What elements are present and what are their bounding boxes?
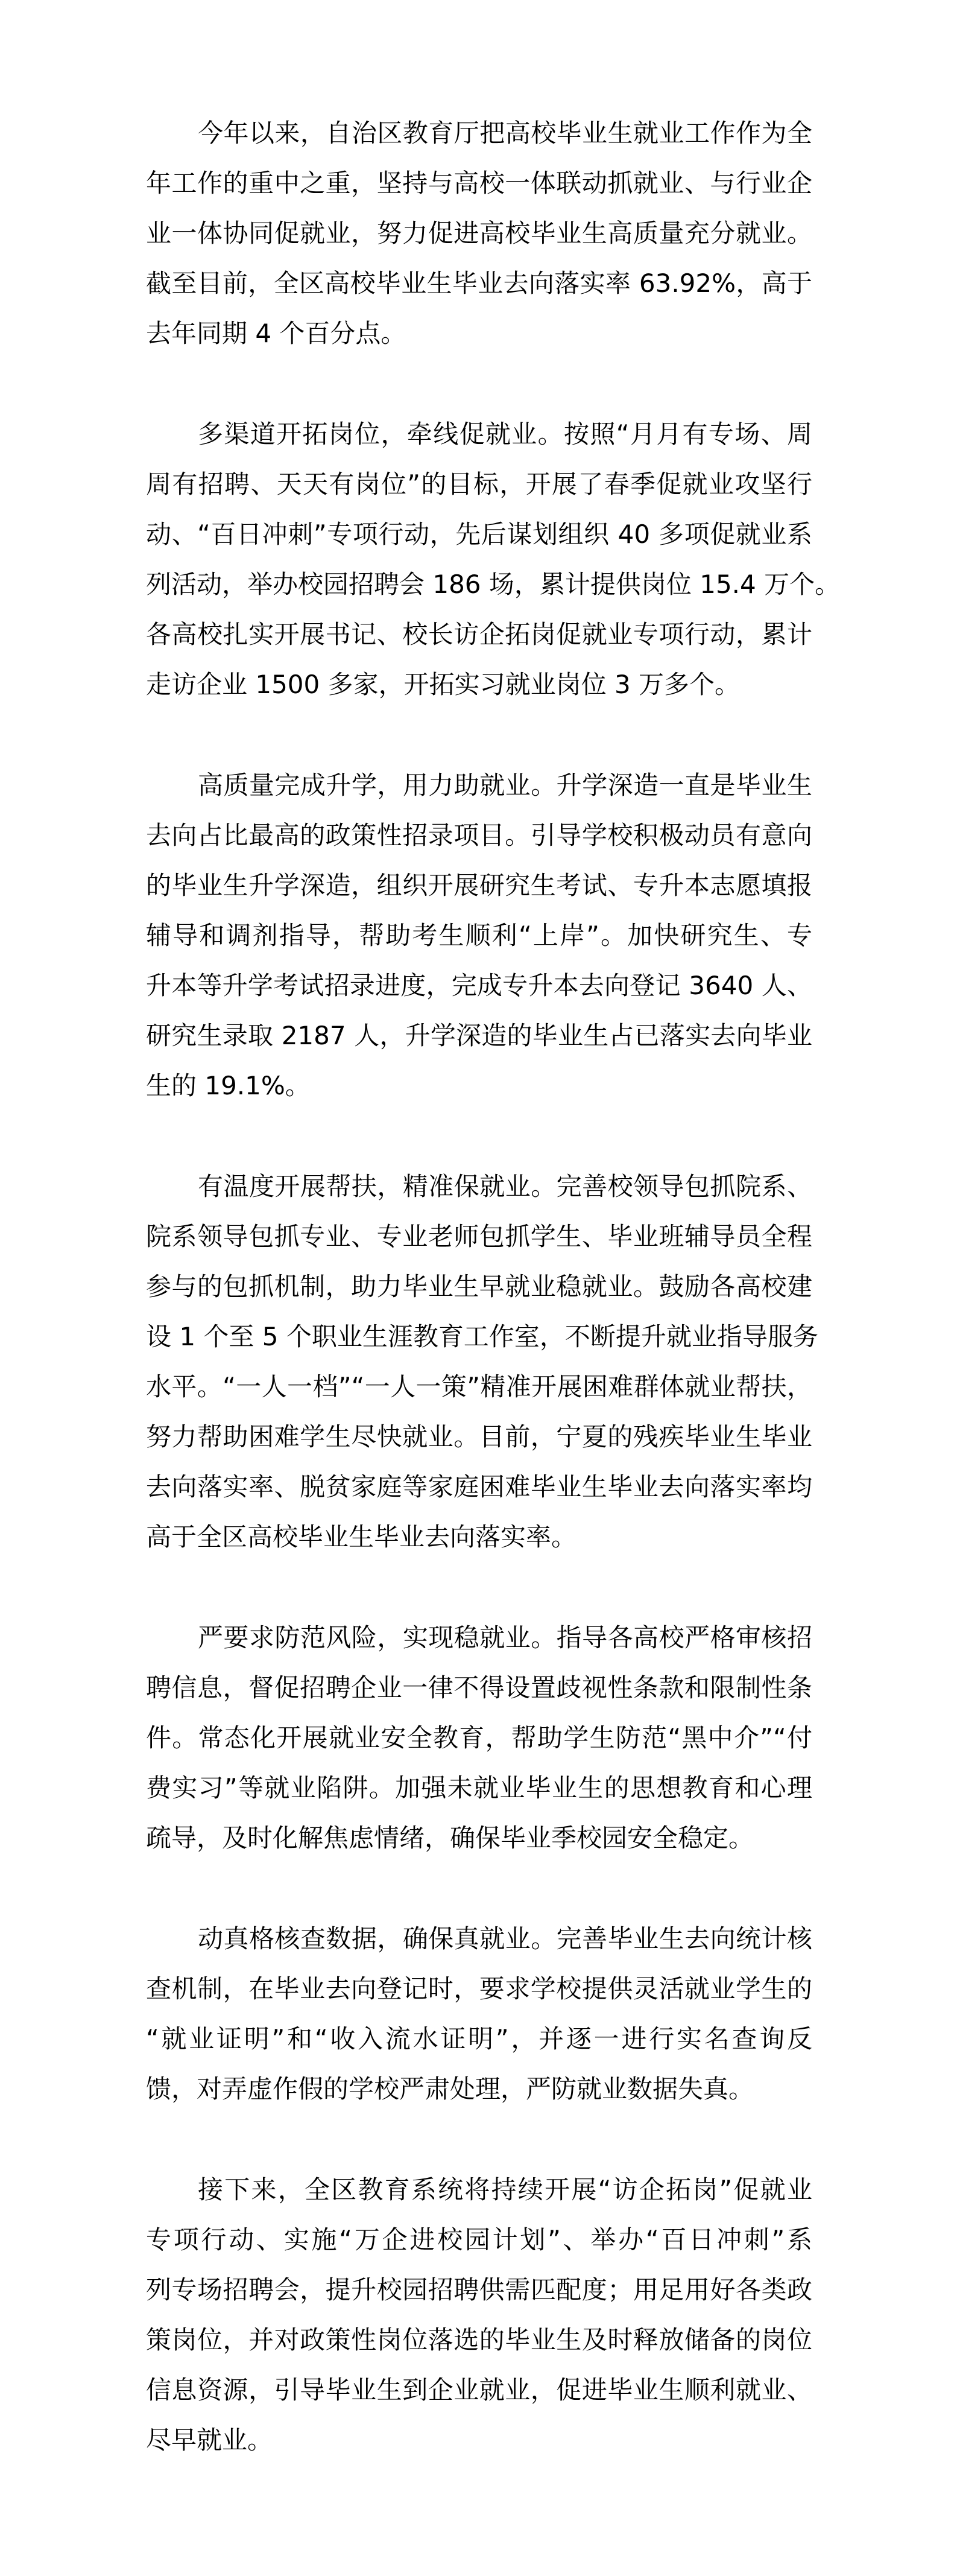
text-line: 查机制，在毕业去向登记时，要求学校提供灵活就业学生的	[146, 1974, 812, 2003]
text-line: 列专场招聘会，提升校园招聘供需匹配度；用足用好各类政	[146, 2275, 812, 2305]
text-line: 升本等升学考试招录进度，完成专升本去向登记 3640 人、	[146, 971, 812, 1000]
text-line: 动真格核查数据，确保真就业。完善毕业生去向统计核	[198, 1924, 812, 1953]
text-line: 列活动，举办校园招聘会 186 场，累计提供岗位 15.4 万个。	[146, 569, 841, 599]
paragraph-data-verification	[146, 1914, 812, 2114]
text-line: 的毕业生升学深造，组织开展研究生考试、专升本志愿填报	[146, 871, 812, 900]
text-line: 费实习”等就业陷阱。加强未就业毕业生的思想教育和心理	[146, 1773, 812, 1803]
text-line: 年工作的重中之重，坚持与高校一体联动抓就业、与行业企	[146, 168, 812, 198]
text-line: “就业证明”和“收入流水证明”，并逐一进行实名查询反	[146, 2024, 812, 2054]
paragraph-further-study	[146, 760, 812, 1111]
text-line: 馈，对弄虚作假的学校严肃处理，严防就业数据失真。	[146, 2074, 754, 2104]
paragraph-expand-positions	[146, 409, 841, 709]
text-line: 水平。“一人一档”“一人一策”精准开展困难群体就业帮扶，	[146, 1372, 812, 1401]
article-body	[146, 108, 841, 2465]
text-line: 各高校扎实开展书记、校长访企拓岗促就业专项行动，累计	[146, 620, 812, 649]
text-line: 今年以来，自治区教育厅把高校毕业生就业工作作为全	[198, 118, 812, 148]
text-line: 专项行动、实施“万企进校园计划”、举办“百日冲刺”系	[146, 2225, 812, 2254]
text-line: 周有招聘、天天有岗位”的目标，开展了春季促就业攻坚行	[146, 469, 812, 499]
text-line: 疏导，及时化解焦虑情绪，确保毕业季校园安全稳定。	[146, 1823, 754, 1853]
text-line: 去向落实率、脱贫家庭等家庭困难毕业生毕业去向落实率均	[146, 1472, 812, 1502]
text-line: 院系领导包抓专业、专业老师包抓学生、毕业班辅导员全程	[146, 1222, 812, 1251]
text-line: 研究生录取 2187 人，升学深造的毕业生占已落实去向毕业	[146, 1021, 812, 1050]
text-line: 接下来，全区教育系统将持续开展“访企拓岗”促就业	[198, 2175, 812, 2204]
text-line: 业一体协同促就业，努力促进高校毕业生高质量充分就业。	[146, 218, 812, 248]
text-line: 有温度开展帮扶，精准保就业。完善校领导包抓院系、	[198, 1172, 812, 1201]
text-line: 信息资源，引导毕业生到企业就业，促进毕业生顺利就业、	[146, 2375, 812, 2405]
text-line: 生的 19.1%。	[146, 1071, 311, 1100]
paragraph-intro	[146, 108, 812, 358]
text-line: 高质量完成升学，用力助就业。升学深造一直是毕业生	[198, 770, 812, 800]
text-line: 动、“百日冲刺”专项行动，先后谋划组织 40 多项促就业系	[146, 519, 812, 549]
text-line: 尽早就业。	[146, 2425, 273, 2455]
text-line: 策岗位，并对政策性岗位落选的毕业生及时释放储备的岗位	[146, 2325, 812, 2355]
text-line: 努力帮助困难学生尽快就业。目前，宁夏的残疾毕业生毕业	[146, 1422, 812, 1451]
paragraph-next-steps	[146, 2165, 812, 2465]
text-line: 辅导和调剂指导，帮助考生顺利“上岸”。加快研究生、专	[146, 921, 812, 950]
text-line: 多渠道开拓岗位，牵线促就业。按照“月月有专场、周	[198, 419, 812, 449]
text-line: 去向占比最高的政策性招录项目。引导学校积极动员有意向	[146, 820, 812, 850]
text-line: 去年同期 4 个百分点。	[146, 319, 406, 348]
text-line: 聘信息，督促招聘企业一律不得设置歧视性条款和限制性条	[146, 1673, 812, 1702]
text-line: 走访企业 1500 多家，开拓实习就业岗位 3 万多个。	[146, 670, 741, 699]
paragraph-assistance	[146, 1161, 818, 1562]
text-line: 参与的包抓机制，助力毕业生早就业稳就业。鼓励各高校建	[146, 1272, 812, 1301]
text-line: 截至目前，全区高校毕业生毕业去向落实率 63.92%，高于	[146, 268, 812, 298]
text-line: 件。常态化开展就业安全教育，帮助学生防范“黑中介”“付	[146, 1723, 812, 1753]
text-line: 高于全区高校毕业生毕业去向落实率。	[146, 1522, 577, 1552]
text-line: 设 1 个至 5 个职业生涯教育工作室，不断提升就业指导服务	[146, 1322, 818, 1351]
paragraph-risk-prevention	[146, 1613, 812, 1863]
text-line: 严要求防范风险，实现稳就业。指导各高校严格审核招	[198, 1623, 812, 1652]
